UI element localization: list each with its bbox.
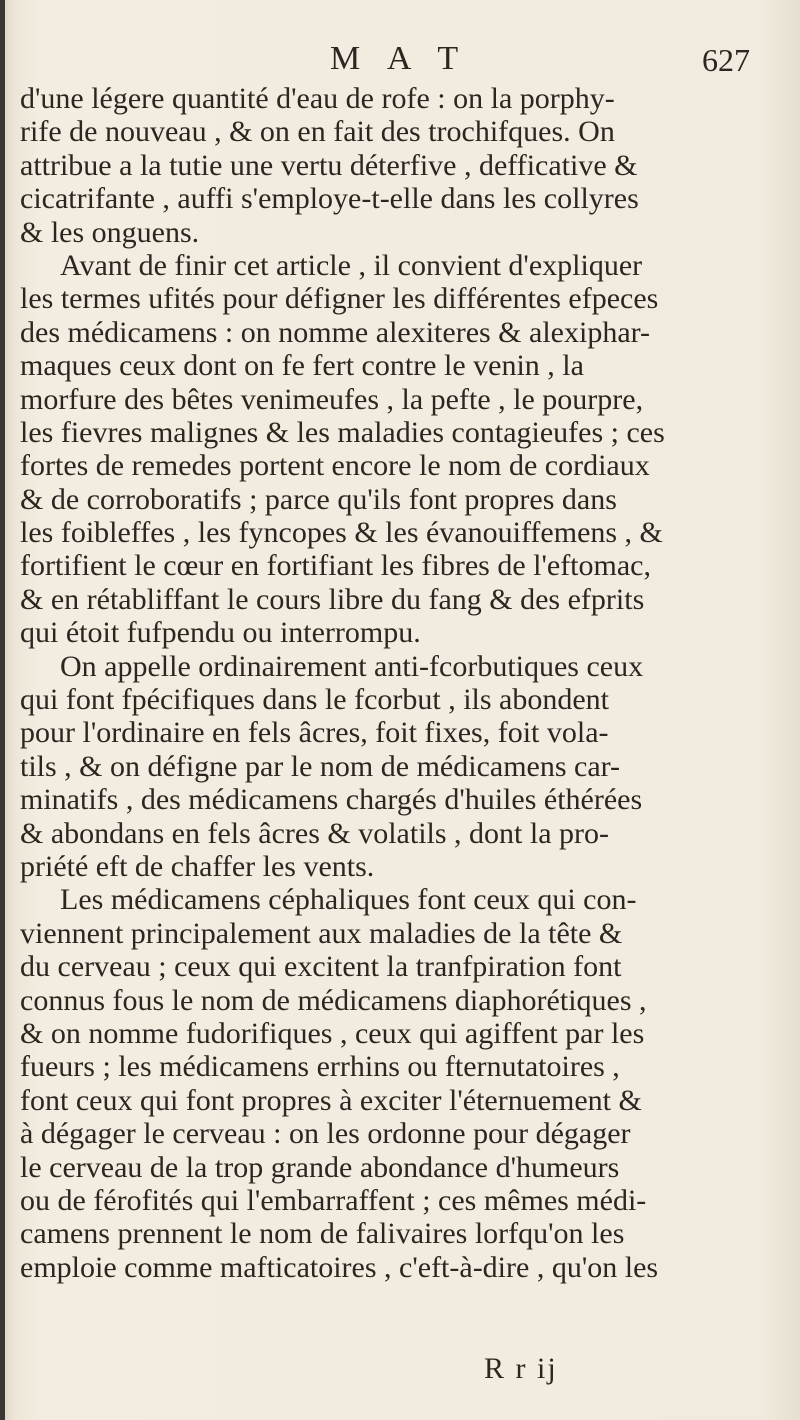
text-line: les fievres malignes & les maladies contagieufes ; ces — [20, 415, 665, 449]
text-line: le cerveau de la trop grande abondance d'humeurs — [20, 1150, 620, 1184]
text-line: & en rétabliffant le cours libre du fang & des efprits — [20, 582, 645, 616]
text-line: viennent principalement aux maladies de la tête & — [20, 916, 623, 950]
text-line: d'une légere quantité d'eau de rofe : on la porphy- — [20, 82, 615, 115]
text-line: cicatrifante , auffi s'employe-t-elle dans les collyres — [20, 182, 639, 216]
text-line: & les onguens. — [20, 215, 200, 249]
text-line: maques ceux dont on fe fert contre le venin , la — [20, 349, 584, 383]
page-number: 627 — [702, 42, 750, 78]
text-line: fueurs ; les médicamens errhins ou fternutatoires , — [20, 1050, 620, 1084]
text-line: minatifs , des médicamens chargés d'huiles éthérées — [20, 783, 643, 817]
text-line: camens prennent le nom de falivaires lorfqu'on les — [20, 1217, 625, 1251]
text-line: à dégager le cerveau : on les ordonne pour dégager — [20, 1117, 631, 1151]
text-line: font ceux qui font propres à exciter l'éternuement & — [20, 1083, 642, 1117]
text-line: ou de férofités qui l'embarraffent ; ces mêmes médi- — [20, 1183, 647, 1217]
text-line: morfure des bêtes venimeufes , la pefte , le pourpre, — [20, 382, 644, 416]
signature-mark: R r ij — [484, 1352, 558, 1385]
text-line: pour l'ordinaire en fels âcres, foit fixes, foit vola- — [20, 716, 609, 750]
text-line: tils , & on défigne par le nom de médicamens car- — [20, 749, 621, 783]
text-line: fortes de remedes portent encore le nom de cordiaux — [20, 449, 650, 483]
text-line: du cerveau ; ceux qui excitent la tranfpiration font — [20, 950, 622, 984]
text-line: les foibleffes , les fyncopes & les évanouiffemens , & — [20, 516, 663, 550]
text-line: Les médicamens céphaliques font ceux qui con- — [60, 883, 637, 917]
text-line: & de corroboratifs ; parce qu'ils font propres dans — [20, 482, 617, 516]
text-line: les termes ufités pour défigner les différentes efpeces — [20, 282, 659, 316]
text-line: qui font fpécifiques dans le fcorbut , ils abondent — [20, 683, 610, 717]
page-left-edge — [0, 0, 5, 1420]
text-line: connus fous le nom de médicamens diaphorétiques , — [20, 983, 647, 1017]
running-head: M A T — [330, 40, 469, 77]
text-line: priété eft de chaffer les vents. — [20, 849, 375, 883]
text-line: On appelle ordinairement anti-fcorbutiques ceux — [60, 649, 644, 683]
text-line: rife de nouveau , & on en fait des trochifques. On — [20, 115, 615, 149]
text-line: & on nomme fudorifiques , ceux qui agiffent par les — [20, 1016, 645, 1050]
text-line: fortifient le cœur en fortifiant les fibres de l'eftomac, — [20, 549, 651, 583]
body-text — [20, 82, 772, 1284]
page-header — [30, 40, 770, 80]
text-line: Avant de finir cet article , il convient d'expliquer — [60, 248, 643, 282]
text-line: & abondans en fels âcres & volatils , dont la pro- — [20, 816, 610, 850]
text-line: qui étoit fufpendu ou interrompu. — [20, 616, 421, 650]
text-line: attribue a la tutie une vertu déterfive , defficative & — [20, 148, 638, 182]
text-line: emploie comme mafticatoires , c'eft-à-dire , qu'on les — [20, 1250, 659, 1284]
text-line: des médicamens : on nomme alexiteres & alexiphar- — [20, 315, 651, 349]
